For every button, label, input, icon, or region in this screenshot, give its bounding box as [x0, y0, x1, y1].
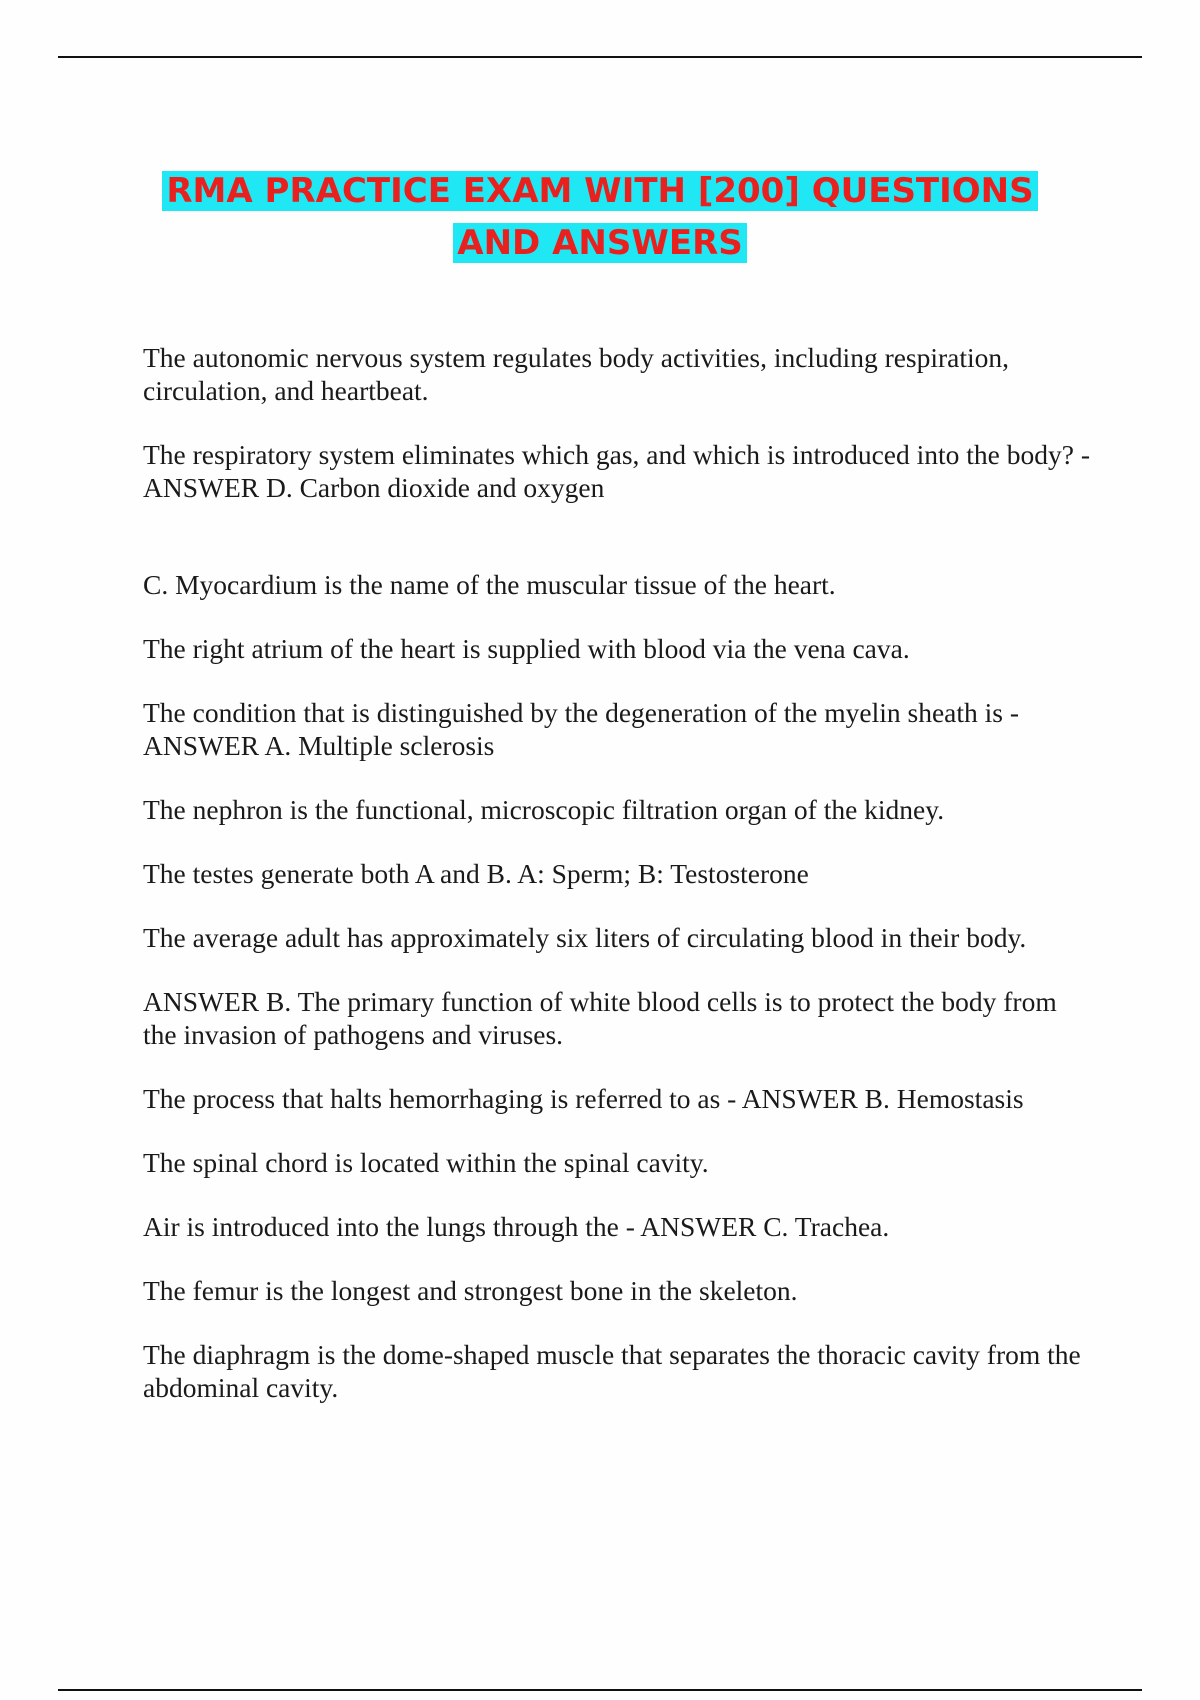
- paragraph: The condition that is distinguished by the degeneration of the myelin sheath is - ANSWER A. Multiple sclerosis: [143, 697, 1019, 761]
- paragraph: The autonomic nervous system regulates body activities, including respiration, circulation, and heartbeat.: [143, 342, 1010, 406]
- paragraph: The spinal chord is located within the spinal cavity.: [143, 1147, 709, 1178]
- paragraph: C. Myocardium is the name of the muscular tissue of the heart.: [143, 569, 836, 600]
- paragraph: The femur is the longest and strongest bone in the skeleton.: [143, 1275, 798, 1306]
- document-body: [143, 341, 1093, 1404]
- paragraph: ANSWER B. The primary function of white blood cells is to protect the body from the invasion of pathogens and viruses.: [143, 986, 1057, 1050]
- paragraph: The average adult has approximately six liters of circulating blood in their body.: [143, 922, 1027, 953]
- top-divider: [58, 56, 1142, 58]
- paragraph: The process that halts hemorrhaging is referred to as - ANSWER B. Hemostasis: [143, 1083, 1024, 1114]
- paragraph: The nephron is the functional, microscopic filtration organ of the kidney.: [143, 794, 945, 825]
- paragraph: The testes generate both A and B. A: Sperm; B: Testosterone: [143, 858, 809, 889]
- title-line-1: RMA PRACTICE EXAM WITH [200] QUESTIONS: [162, 171, 1037, 211]
- title-line-2: AND ANSWERS: [453, 223, 746, 263]
- paragraph: The diaphragm is the dome-shaped muscle that separates the thoracic cavity from the abdominal cavity.: [143, 1339, 1081, 1403]
- bottom-divider: [58, 1689, 1142, 1691]
- paragraph: The respiratory system eliminates which gas, and which is introduced into the body? - ANSWER D. Carbon dioxide and oxygen: [143, 439, 1090, 503]
- paragraph: The right atrium of the heart is supplied with blood via the vena cava.: [143, 633, 910, 664]
- paragraph: Air is introduced into the lungs through the - ANSWER C. Trachea.: [143, 1211, 890, 1242]
- page-title: [60, 165, 1140, 269]
